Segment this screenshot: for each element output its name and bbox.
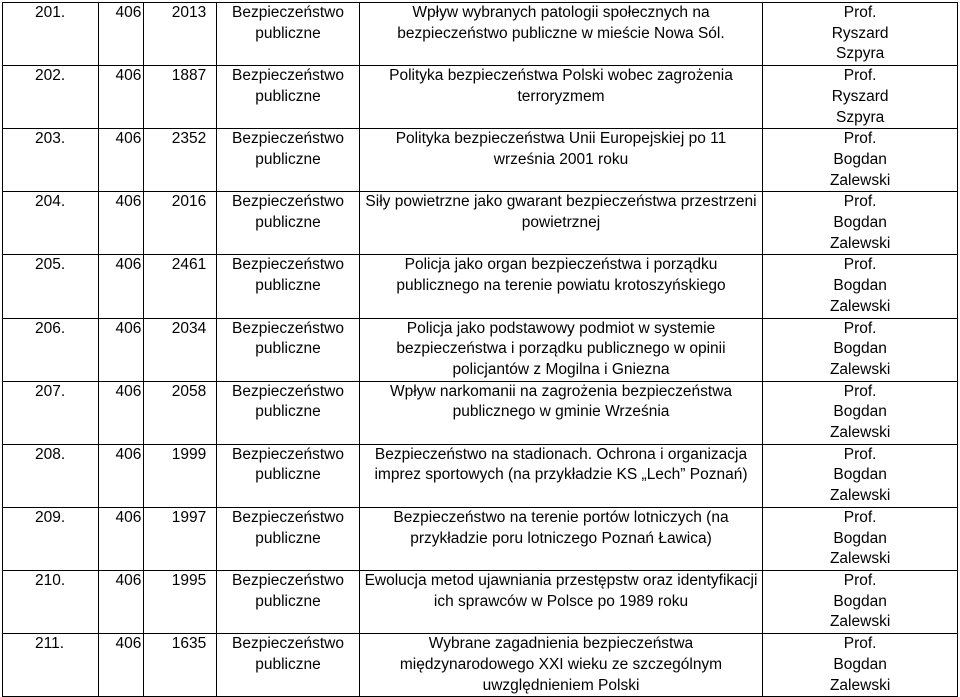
row-number: 201. <box>3 3 99 66</box>
table-row <box>3 570 958 633</box>
supervisor <box>763 381 958 444</box>
specialization: Bezpieczeństwo publiczne <box>217 192 359 255</box>
field-code: 406 <box>98 318 144 381</box>
specialization: Bezpieczeństwo publiczne <box>217 318 359 381</box>
specialization: Bezpieczeństwo publiczne <box>217 255 359 318</box>
row-number: 207. <box>3 381 99 444</box>
supervisor-name: Prof. Bogdan Zalewski <box>829 635 891 694</box>
supervisor-name: Prof. Bogdan Zalewski <box>829 256 891 315</box>
specialization: Bezpieczeństwo publiczne <box>217 381 359 444</box>
field-code: 406 <box>98 3 144 66</box>
album-number: 1887 <box>144 66 217 129</box>
row-number: 205. <box>3 255 99 318</box>
table-row <box>3 192 958 255</box>
album-number: 1999 <box>144 444 217 507</box>
supervisor <box>763 318 958 381</box>
supervisor <box>763 255 958 318</box>
field-code: 406 <box>98 129 144 192</box>
supervisor-name: Prof. Bogdan Zalewski <box>829 319 891 378</box>
album-number: 1635 <box>144 634 217 697</box>
album-number: 1995 <box>144 570 217 633</box>
album-number: 2058 <box>144 381 217 444</box>
table-row <box>3 255 958 318</box>
album-number: 2013 <box>144 3 217 66</box>
table-row <box>3 444 958 507</box>
specialization: Bezpieczeństwo publiczne <box>217 570 359 633</box>
thesis-title: Polityka bezpieczeństwa Unii Europejskiej po 11 września 2001 roku <box>359 129 763 192</box>
row-number: 208. <box>3 444 99 507</box>
thesis-title: Wybrane zagadnienia bezpieczeństwa międzynarodowego XXI wieku ze szczególnym uwzględnieniem Polski <box>359 634 763 697</box>
row-number: 209. <box>3 507 99 570</box>
thesis-title: Policja jako organ bezpieczeństwa i porządku publicznego na terenie powiatu krotoszyńskiego <box>359 255 763 318</box>
specialization: Bezpieczeństwo publiczne <box>217 3 359 66</box>
thesis-title: Bezpieczeństwo na terenie portów lotniczych (na przykładzie poru lotniczego Poznań Ławica) <box>359 507 763 570</box>
supervisor-name: Prof. Bogdan Zalewski <box>829 508 891 568</box>
thesis-title: Wpływ narkomanii na zagrożenia bezpieczeństwa publicznego w gminie Września <box>359 381 763 444</box>
supervisor <box>763 66 958 129</box>
field-code: 406 <box>98 507 144 570</box>
specialization: Bezpieczeństwo publiczne <box>217 66 359 129</box>
supervisor <box>763 129 958 192</box>
field-code: 406 <box>98 192 144 255</box>
supervisor <box>763 3 958 66</box>
thesis-title: Bezpieczeństwo na stadionach. Ochrona i organizacja imprez sportowych (na przykładzie KS „Lech” Poznań) <box>359 444 763 507</box>
specialization: Bezpieczeństwo publiczne <box>217 634 359 697</box>
supervisor-name: Prof. Bogdan Zalewski <box>829 130 891 189</box>
album-number: 2352 <box>144 129 217 192</box>
thesis-title: Wpływ wybranych patologii społecznych na bezpieczeństwo publiczne w mieście Nowa Sól. <box>359 3 763 66</box>
row-number: 210. <box>3 570 99 633</box>
thesis-title: Siły powietrzne jako gwarant bezpieczeństwa przestrzeni powietrznej <box>359 192 763 255</box>
table-row <box>3 129 958 192</box>
album-number: 1997 <box>144 507 217 570</box>
supervisor <box>763 634 958 697</box>
album-number: 2034 <box>144 318 217 381</box>
row-number: 206. <box>3 318 99 381</box>
field-code: 406 <box>98 570 144 633</box>
field-code: 406 <box>98 634 144 697</box>
thesis-title: Policja jako podstawowy podmiot w systemie bezpieczeństwa i porządku publicznego w opinii policjantów z Mogilna i Gniezna <box>359 318 763 381</box>
supervisor-name: Prof. Bogdan Zalewski <box>829 445 891 505</box>
field-code: 406 <box>98 444 144 507</box>
field-code: 406 <box>98 381 144 444</box>
supervisor-name: Prof. Bogdan Zalewski <box>829 571 891 631</box>
thesis-title: Polityka bezpieczeństwa Polski wobec zagrożenia terroryzmem <box>359 66 763 129</box>
specialization: Bezpieczeństwo publiczne <box>217 507 359 570</box>
album-number: 2461 <box>144 255 217 318</box>
supervisor-name: Prof. Bogdan Zalewski <box>829 193 891 252</box>
thesis-title: Ewolucja metod ujawniania przestępstw oraz identyfikacji ich sprawców w Polsce po 1989 roku <box>359 570 763 633</box>
table-row <box>3 381 958 444</box>
specialization: Bezpieczeństwo publiczne <box>217 444 359 507</box>
table-row <box>3 507 958 570</box>
album-number: 2016 <box>144 192 217 255</box>
row-number: 202. <box>3 66 99 129</box>
supervisor-name: Prof. Ryszard Szpyra <box>831 67 889 126</box>
specialization: Bezpieczeństwo publiczne <box>217 129 359 192</box>
row-number: 211. <box>3 634 99 697</box>
supervisor <box>763 444 958 507</box>
supervisor <box>763 570 958 633</box>
table-row <box>3 66 958 129</box>
table-row <box>3 3 958 66</box>
supervisor <box>763 507 958 570</box>
table-row <box>3 634 958 697</box>
field-code: 406 <box>98 255 144 318</box>
thesis-table <box>2 2 958 697</box>
row-number: 204. <box>3 192 99 255</box>
supervisor-name: Prof. Ryszard Szpyra <box>831 4 889 63</box>
supervisor-name: Prof. Bogdan Zalewski <box>829 382 891 442</box>
field-code: 406 <box>98 66 144 129</box>
row-number: 203. <box>3 129 99 192</box>
table-row <box>3 318 958 381</box>
supervisor <box>763 192 958 255</box>
